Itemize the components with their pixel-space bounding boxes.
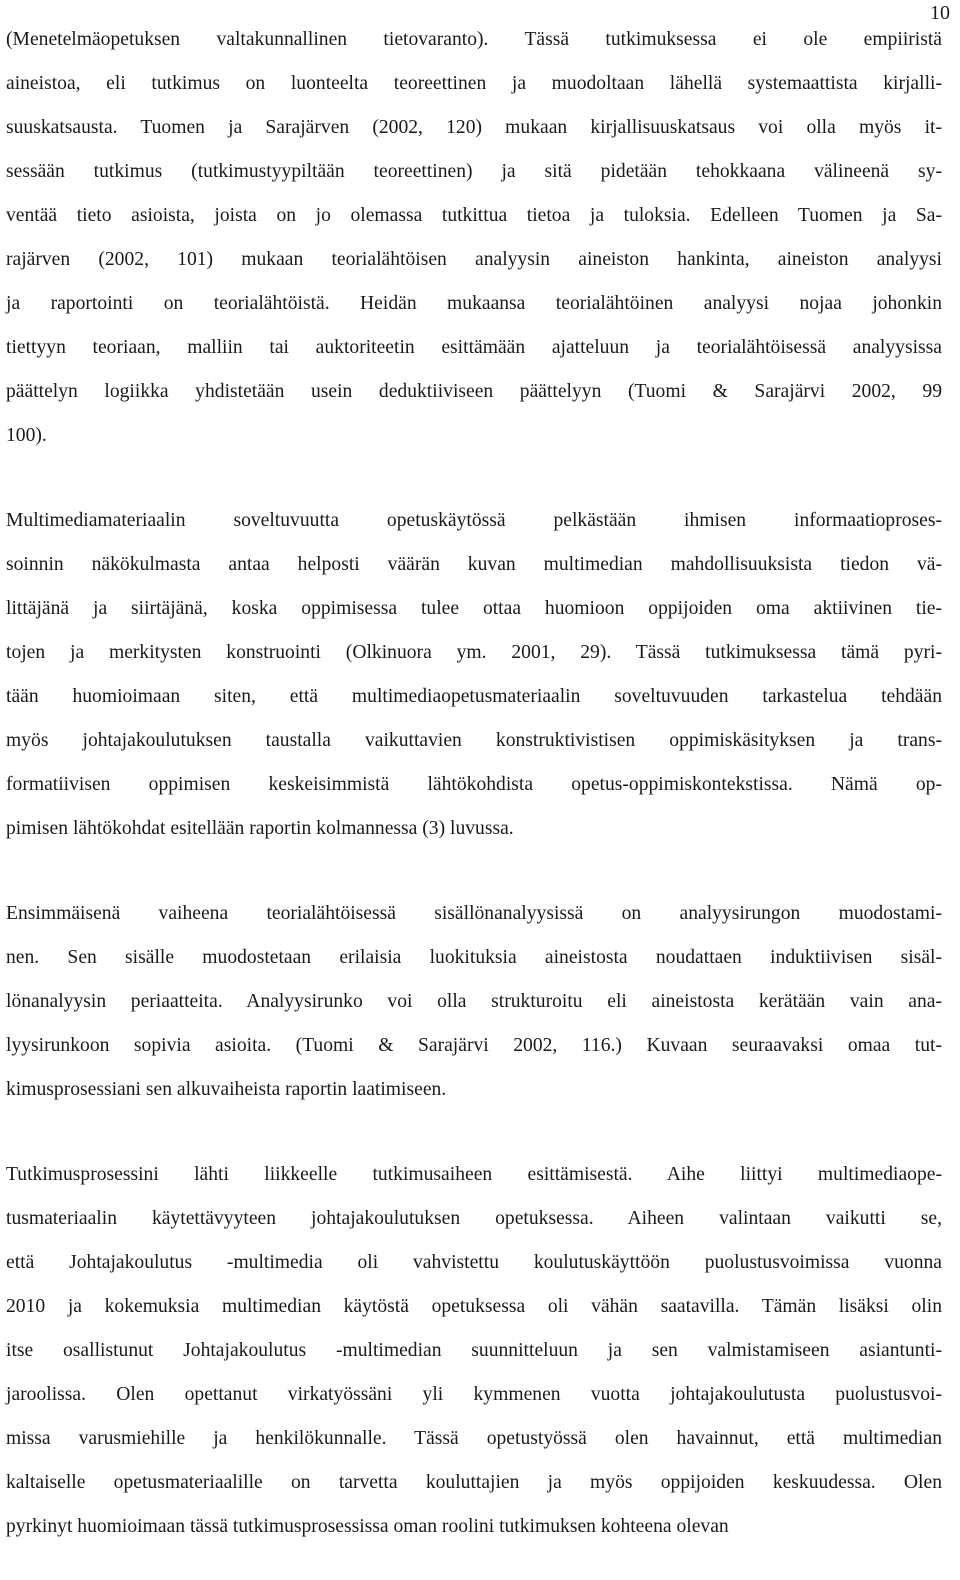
text-line: 2010 ja kokemuksia multimedian käytöstä opetuksessa oli vähän saatavilla. Tämän lisäksi olin	[6, 1296, 942, 1317]
text-line: Tutkimusprosessini lähti liikkeelle tutkimusaiheen esittämisestä. Aihe liittyi multimediaope-	[6, 1164, 942, 1185]
text-line: nen. Sen sisälle muodostetaan erilaisia luokituksia aineistosta noudattaen induktiivisen sisäl-	[6, 947, 942, 968]
text-line: ja raportointi on teorialähtöistä. Heidän mukaansa teorialähtöinen analyysi nojaa johonkin	[6, 293, 942, 314]
text-line: missa varusmiehille ja henkilökunnalle. Tässä opetustyössä olen havainnut, että multimedian	[6, 1428, 942, 1449]
text-line: soinnin näkökulmasta antaa helposti väärän kuvan multimedian mahdollisuuksista tiedon vä-	[6, 554, 942, 575]
text-line: littäjänä ja siirtäjänä, koska oppimisessa tulee ottaa huomioon oppijoiden oma aktiivinen tie-	[6, 598, 942, 619]
text-line: myös johtajakoulutuksen taustalla vaikuttavien konstruktivistisen oppimiskäsityksen ja trans-	[6, 730, 942, 751]
text-line: että Johtajakoulutus -multimedia oli vahvistettu koulutuskäyttöön puolustusvoimissa vuonna	[6, 1252, 942, 1273]
text-line: formatiivisen oppimisen keskeisimmistä lähtökohdista opetus-oppimiskontekstissa. Nämä op-	[6, 774, 942, 795]
text-line: sessään tutkimus (tutkimustyypiltään teoreettinen) ja sitä pidetään tehokkaana välineenä sy-	[6, 161, 942, 182]
text-line: rajärven (2002, 101) mukaan teorialähtöisen analyysin aineiston hankinta, aineiston analyysi	[6, 249, 942, 270]
text-line: suuskatsausta. Tuomen ja Sarajärven (2002, 120) mukaan kirjallisuuskatsaus voi olla myös it-	[6, 117, 942, 138]
paragraph-1	[6, 18, 942, 458]
text-line: tojen ja merkitysten konstruointi (Olkinuora ym. 2001, 29). Tässä tutkimuksessa tämä pyri-	[6, 642, 942, 663]
text-line: jaroolissa. Olen opettanut virkatyössäni yli kymmenen vuotta johtajakoulutusta puolustusvoi-	[6, 1384, 942, 1405]
text-line: tusmateriaalin käytettävyyteen johtajakoulutuksen opetuksessa. Aiheen valintaan vaikutti se,	[6, 1208, 942, 1229]
text-line: tiettyyn teoriaan, malliin tai auktoriteetin esittämään ajatteluun ja teorialähtöisessä analyysissa	[6, 337, 942, 358]
text-line: tään huomioimaan siten, että multimediaopetusmateriaalin soveltuvuuden tarkastelua tehdään	[6, 686, 942, 707]
paragraph-2	[6, 499, 942, 851]
text-line: (Menetelmäopetuksen valtakunnallinen tietovaranto). Tässä tutkimuksessa ei ole empiiristä	[6, 29, 942, 50]
text-line: Ensimmäisenä vaiheena teorialähtöisessä sisällönanalyysissä on analyysirungon muodostami-	[6, 903, 942, 924]
text-line: aineistoa, eli tutkimus on luonteelta teoreettinen ja muodoltaan lähellä systemaattista kirjalli-	[6, 73, 942, 94]
text-line: pimisen lähtökohdat esitellään raportin kolmannessa (3) luvussa.	[6, 818, 514, 839]
text-line: 100).	[6, 425, 47, 446]
paragraph-3	[6, 892, 942, 1112]
document-body	[6, 18, 942, 1549]
text-line: lyysirunkoon sopivia asioita. (Tuomi & Sarajärvi 2002, 116.) Kuvaan seuraavaksi omaa tut-	[6, 1035, 942, 1056]
text-line: ventää tieto asioista, joista on jo olemassa tutkittua tietoa ja tuloksia. Edelleen Tuomen ja Sa-	[6, 205, 942, 226]
text-line: pyrkinyt huomioimaan tässä tutkimusprosessissa oman roolini tutkimuksen kohteena olevan	[6, 1516, 729, 1537]
text-line: päättelyn logiikka yhdistetään usein deduktiiviseen päättelyyn (Tuomi & Sarajärvi 2002, 99	[6, 381, 942, 402]
text-line: Multimediamateriaalin soveltuvuutta opetuskäytössä pelkästään ihmisen informaatioproses-	[6, 510, 942, 531]
text-line: lönanalyysin periaatteita. Analyysirunko voi olla strukturoitu eli aineistosta kerätään vain ana-	[6, 991, 942, 1012]
text-line: kaltaiselle opetusmateriaalille on tarvetta kouluttajien ja myös oppijoiden keskuudessa. Olen	[6, 1472, 942, 1493]
text-line: itse osallistunut Johtajakoulutus -multimedian suunnitteluun ja sen valmistamiseen asiantunti-	[6, 1340, 942, 1361]
paragraph-4	[6, 1153, 942, 1549]
text-line: kimusprosessiani sen alkuvaiheista raportin laatimiseen.	[6, 1079, 447, 1100]
page-number: 10	[930, 2, 950, 24]
